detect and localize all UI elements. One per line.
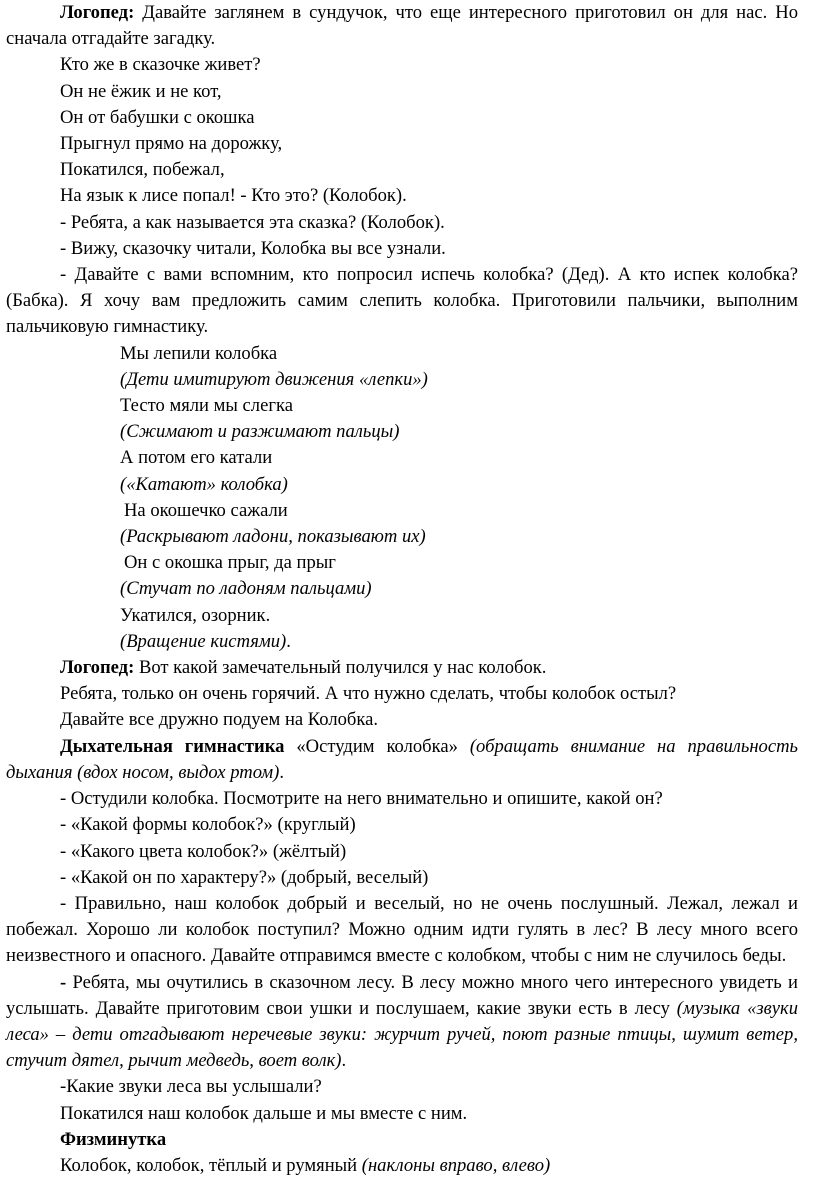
poem-direction [120,629,798,655]
speaker-label: Логопед: [60,657,135,679]
breathing-end: . [279,761,284,783]
poem-line: Он с окошка прыг, да прыг [124,552,336,574]
poem-direction-text: (Вращение кистями) [120,630,287,652]
riddle-line: - Вижу, сказочку читали, Колобка вы все узнали. [60,237,446,259]
paragraph-correct: - Правильно, наш колобок добрый и веселый, но не очень послушный. Лежал, лежал и побежал. Хорошо ли колобок поступил? Можно одним идти гулять в лес? В лесу много всего неизвестного и опасного. Давайте отправимся вместе с колобком, чтобы с ним не случилось беды. [6,892,798,967]
poem-direction-text: («Катают» колобка) [120,473,288,495]
poem-direction [120,472,798,498]
poem-end-dot: . [286,630,291,652]
poem-line: Укатился, озорник. [120,604,271,626]
poem-line: Тесто мяли мы слегка [120,395,293,417]
fizminutka-title: Физминутка [60,1128,167,1150]
paragraph-forest [6,970,798,1075]
last-text: Колобок, колобок, тёплый и румяный [60,1154,362,1176]
paragraph-intro [6,0,798,52]
poem-direction [120,419,798,445]
last-note: (наклоны вправо, влево) [361,1154,551,1176]
poem-direction-text: (Раскрывают ладони, показывают их) [120,526,426,548]
dash-mark: - [60,971,67,993]
paragraph-remember: - Давайте с вами вспомним, кто попросил испечь колобка? (Дед). А кто испек колобка? (Бабка). Я хочу вам предложить самим слепить колобка. Приготовили пальчики, выполним пальчиковую гимнастику. [6,264,798,338]
paragraph-last [6,1153,798,1179]
breathing-title: Дыхательная гимнастика [60,735,285,757]
paragraph-text: Давайте заглянем в сундучок, что еще интересного приготовил он для нас. Но сначала отгадайте загадку. [6,2,798,50]
riddle-line: На язык к лисе попал! - Кто это? (Колобок). [60,185,407,207]
paragraph-rolled: Покатился наш колобок дальше и мы вместе с ним. [60,1102,468,1124]
poem-line: На окошечко сажали [124,499,288,521]
breathing-note: (обращать внимание на правильность дыхания (вдох носом, выдох ртом) [6,735,798,783]
breathing-name: «Остудим колобка» [284,735,470,757]
poem-line: Мы лепили колобка [120,342,278,364]
paragraph-logoped [6,655,798,681]
question-line: - «Какого цвета колобок?» (жёлтый) [60,840,347,862]
poem-direction-text: (Дети имитируют движения «лепки») [120,368,428,390]
riddle-line: Покатился, побежал, [60,159,225,181]
paragraph-blow: Давайте все дружно подуем на Колобка. [60,709,379,731]
paragraph-text: Ребята, мы очутились в сказочном лесу. В лесу можно много чего интересного увидеть и услышать. Давайте приготовим свои ушки и послушаем, какие звуки есть в лесу [6,971,798,1019]
question-line: - «Какой формы колобок?» (круглый) [60,814,356,836]
poem-line: А потом его катали [120,447,273,469]
question-line: - «Какой он по характеру?» (добрый, веселый) [60,866,429,888]
paragraph-breathing [6,734,798,786]
riddle-line: Прыгнул прямо на дорожку, [60,133,283,155]
forest-end: . [341,1050,347,1072]
paragraph-sounds: -Какие звуки леса вы услышали? [60,1076,322,1098]
riddle-line: Он не ёжик и не кот, [60,80,222,102]
speaker-label: Логопед: [60,2,135,23]
poem-direction [120,524,798,550]
riddle-line: - Ребята, а как называется эта сказка? (Колобок). [60,211,445,233]
poem-direction-text: (Сжимают и разжимают пальцы) [120,421,400,443]
question-line: - Остудили колобка. Посмотрите на него внимательно и опишите, какой он? [60,788,663,810]
poem-direction [120,576,798,602]
poem-direction-text: (Стучат по ладоням пальцами) [120,578,372,600]
paragraph-hot: Ребята, только он очень горячий. А что нужно сделать, чтобы колобок остыл? [60,683,677,705]
document-body [6,0,798,1179]
poem-direction [120,367,798,393]
riddle-line: Кто же в сказочке живет? [60,54,261,76]
riddle-line: Он от бабушки с окошка [60,106,255,128]
forest-note: (музыка «звуки леса» – дети отгадывают неречевые звуки: журчит ручей, поют разные птицы, шумит ветер, стучит дятел, рычит медведь, воет волк) [6,997,798,1072]
fizminutka-heading [6,1127,798,1153]
paragraph-text: Вот какой замечательный получился у нас колобок. [134,657,547,679]
